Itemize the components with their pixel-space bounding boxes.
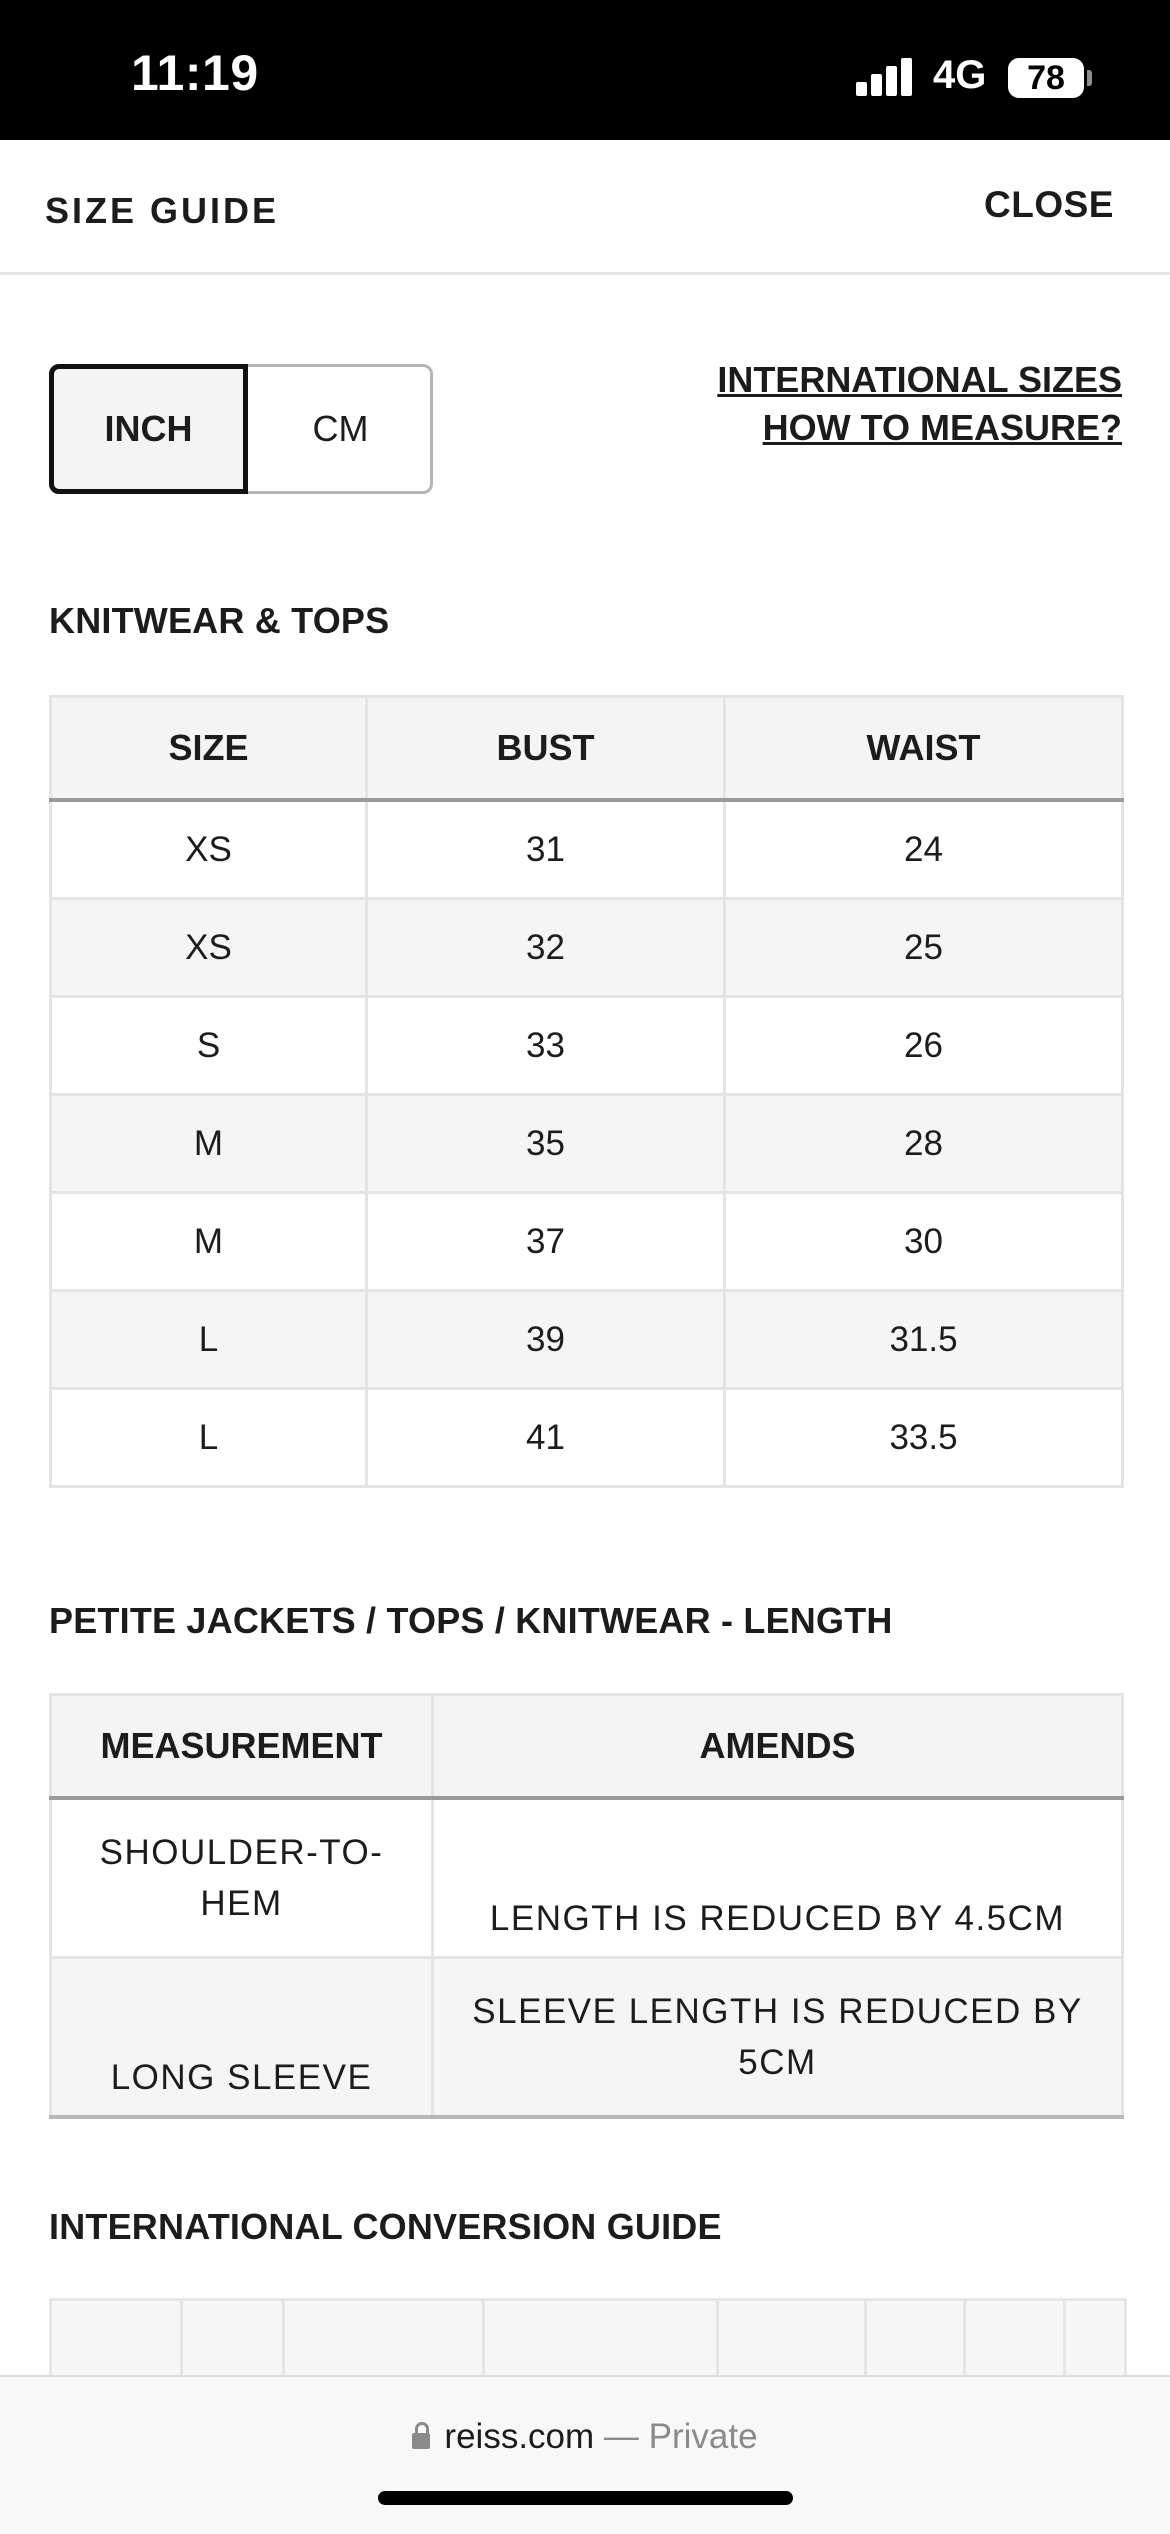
url-domain: reiss.com [444,2417,595,2456]
waist-cell: 24 [725,800,1123,899]
conversion-table [49,2298,1127,2381]
measurement-cell: LONG SLEEVE [51,1958,433,2118]
size-cell: M [51,1193,367,1291]
size-cell: M [51,1095,367,1193]
cellular-signal-icon [856,58,914,96]
waist-cell: 26 [725,997,1123,1095]
bust-cell: 37 [367,1193,725,1291]
size-cell: XS [51,800,367,899]
lock-icon [412,2433,430,2449]
battery-cap [1087,70,1092,86]
url-separator: — [603,2417,639,2456]
knitwear-size-table [49,695,1124,1488]
status-time: 11:19 [131,45,259,101]
table-header-row [51,697,1123,801]
petite-section-title: PETITE JACKETS / TOPS / KNITWEAR - LENGTH [49,1600,893,1641]
column-header-amends: AMENDS [433,1695,1123,1799]
private-mode-label: Private [648,2417,758,2456]
bust-cell: 33 [367,997,725,1095]
size-guide-header [0,140,1170,275]
amend-cell: LENGTH IS REDUCED BY 4.5CM [433,1798,1123,1958]
waist-cell: 33.5 [725,1389,1123,1487]
table-column-divider [180,2301,183,2381]
column-header-bust: BUST [367,697,725,801]
how-to-measure-link[interactable]: HOW TO MEASURE? [762,407,1122,448]
table-column-divider [282,2301,285,2381]
home-indicator[interactable] [378,2491,793,2505]
inch-toggle-button[interactable]: INCH [49,364,248,494]
guide-links [717,356,1122,452]
bust-cell: 41 [367,1389,725,1487]
table-column-divider [482,2301,485,2381]
size-cell: S [51,997,367,1095]
table-column-divider [864,2301,867,2381]
unit-toggle [49,364,433,494]
size-cell: L [51,1389,367,1487]
table-row [51,1389,1123,1487]
battery-level: 78 [1027,59,1065,97]
table-row [51,1291,1123,1389]
network-type: 4G [933,53,987,97]
waist-cell: 28 [725,1095,1123,1193]
column-header-waist: WAIST [725,697,1123,801]
bust-cell: 35 [367,1095,725,1193]
battery-icon [1008,58,1084,98]
bust-cell: 39 [367,1291,725,1389]
table-row [51,800,1123,899]
table-row [51,1798,1123,1958]
column-header-measurement: MEASUREMENT [51,1695,433,1799]
page-title: SIZE GUIDE [45,190,280,231]
amend-cell: SLEEVE LENGTH IS REDUCED BY 5CM [433,1958,1123,2118]
close-button[interactable]: CLOSE [984,184,1114,225]
table-row [51,1193,1123,1291]
size-cell: L [51,1291,367,1389]
knitwear-section-title: KNITWEAR & TOPS [49,600,390,641]
column-header-size: SIZE [51,697,367,801]
bust-cell: 32 [367,899,725,997]
size-cell: XS [51,899,367,997]
table-row [51,1095,1123,1193]
url-display[interactable] [0,2417,1170,2457]
browser-address-bar[interactable] [0,2375,1170,2534]
petite-amends-table [49,1693,1124,2119]
measurement-cell: SHOULDER-TO-HEM [51,1798,433,1958]
status-bar [0,0,1170,140]
table-row [51,899,1123,997]
waist-cell: 31.5 [725,1291,1123,1389]
cm-toggle-button[interactable]: CM [312,408,369,449]
waist-cell: 25 [725,899,1123,997]
table-row [51,997,1123,1095]
bust-cell: 31 [367,800,725,899]
international-sizes-link[interactable]: INTERNATIONAL SIZES [717,359,1122,400]
table-row [51,1958,1123,2118]
waist-cell: 30 [725,1193,1123,1291]
table-column-divider [716,2301,719,2381]
table-column-divider [1063,2301,1066,2381]
conversion-section-title: INTERNATIONAL CONVERSION GUIDE [49,2206,722,2247]
table-column-divider [963,2301,966,2381]
table-header-row [51,1695,1123,1799]
